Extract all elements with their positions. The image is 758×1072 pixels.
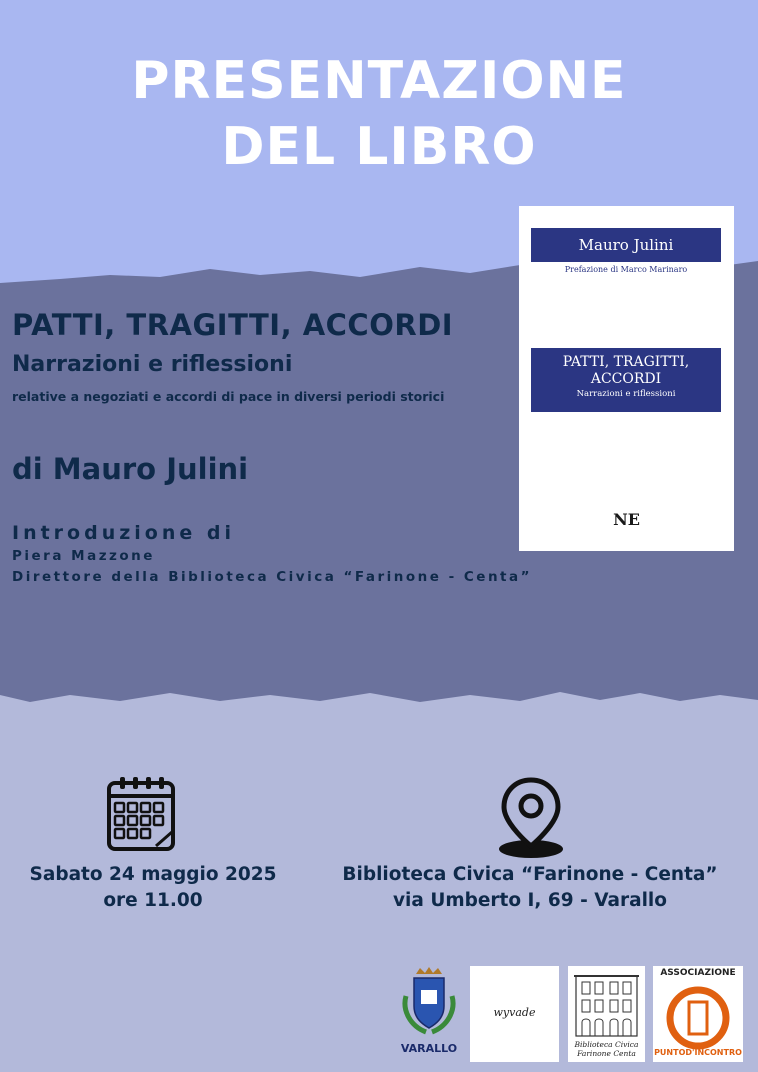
cover-subtitle: Narrazioni e riflessioni bbox=[576, 389, 676, 399]
book-author: di Mauro Julini bbox=[12, 452, 249, 486]
assoc-logo-bottom-text: PUNTOD'INCONTRO bbox=[654, 1048, 742, 1057]
event-place-block bbox=[320, 862, 740, 914]
book-title: PATTI, TRAGITTI, ACCORDI bbox=[12, 308, 454, 342]
biblioteca-logo-line-2: Farinone Centa bbox=[577, 1049, 636, 1058]
wyvade-logo bbox=[470, 966, 559, 1062]
cover-publisher-logo: NE bbox=[613, 510, 640, 529]
associazione-punto-d-incontro-logo bbox=[653, 966, 743, 1062]
event-time: ore 11.00 bbox=[103, 890, 203, 911]
event-venue: Biblioteca Civica “Farinone - Centa” bbox=[342, 864, 718, 885]
location-pin-icon bbox=[496, 776, 566, 864]
event-date: Sabato 24 maggio 2025 bbox=[29, 864, 277, 885]
title-line-1: PRESENTAZIONE bbox=[131, 51, 627, 111]
assoc-logo-top-text: ASSOCIAZIONE bbox=[660, 968, 736, 978]
book-subtitle: Narrazioni e riflessioni bbox=[12, 352, 293, 377]
intro-role: Direttore della Biblioteca Civica “Farinone - Centa” bbox=[12, 569, 532, 585]
event-address: via Umberto I, 69 - Varallo bbox=[393, 890, 667, 911]
cover-title-line-2: ACCORDI bbox=[590, 371, 662, 387]
calendar-icon bbox=[106, 776, 176, 856]
cover-title-bar bbox=[531, 348, 721, 412]
intro-name: Piera Mazzone bbox=[12, 548, 155, 564]
cover-author: Mauro Julini bbox=[531, 228, 721, 262]
book-description: relative a negoziati e accordi di pace in diversi periodi storici bbox=[12, 389, 445, 404]
event-date-block bbox=[20, 862, 286, 914]
cover-preface: Prefazione di Marco Marinaro bbox=[564, 265, 688, 274]
biblioteca-logo-line-1: Biblioteca Civica bbox=[574, 1040, 639, 1049]
biblioteca-logo bbox=[568, 966, 645, 1062]
title-line-2: DEL LIBRO bbox=[221, 117, 537, 177]
varallo-logo-caption: VARALLO bbox=[400, 1042, 458, 1055]
book-cover bbox=[519, 206, 734, 551]
biblioteca-logo-caption bbox=[568, 1040, 645, 1058]
cover-title-line-1: PATTI, TRAGITTI, bbox=[562, 354, 690, 370]
page-title bbox=[0, 48, 758, 180]
wyvade-logo-text: wyvade bbox=[493, 1006, 536, 1019]
varallo-coat-of-arms-logo bbox=[396, 966, 462, 1062]
intro-label: Introduzione di bbox=[12, 522, 235, 544]
